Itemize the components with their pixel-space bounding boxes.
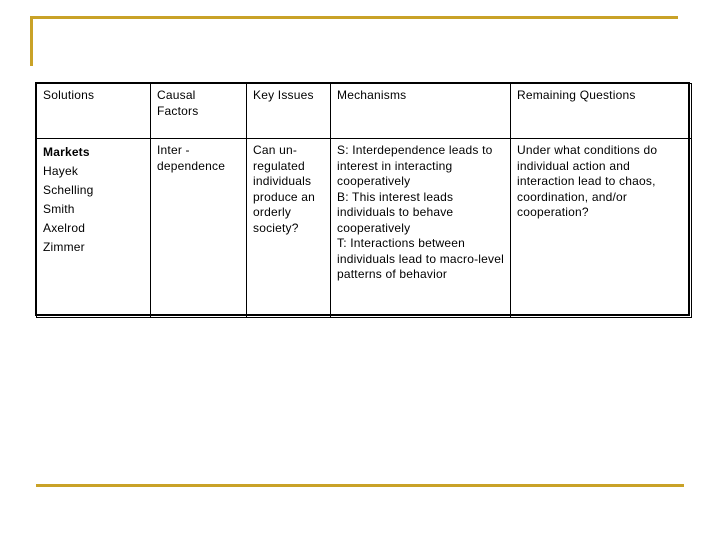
solution-item: Zimmer [43, 240, 85, 254]
solution-item: Axelrod [43, 221, 86, 235]
header-causal-factors: Causal Factors [151, 84, 247, 139]
solution-item: Markets [43, 145, 90, 159]
header-remaining-questions: Remaining Questions [511, 84, 692, 139]
solutions-table [36, 83, 692, 318]
causal-factors-cell: Inter - dependence [151, 139, 247, 318]
mechanism-item: T: Interactions between individuals lead to macro-level patterns of behavior [337, 236, 504, 281]
solutions-cell [37, 139, 151, 318]
bottom-accent-rule [36, 484, 684, 487]
key-issues-cell: Can un-regulated individuals produce an orderly society? [247, 139, 331, 318]
mechanisms-cell [331, 139, 511, 318]
table-row [37, 139, 692, 318]
header-key-issues: Key Issues [247, 84, 331, 139]
solution-item: Smith [43, 202, 75, 216]
header-mechanisms: Mechanisms [331, 84, 511, 139]
mechanism-item: S: Interdependence leads to interest in interacting cooperatively [337, 143, 493, 188]
remaining-questions-cell: Under what conditions do individual action and interaction lead to chaos, coordination, and/or cooperation? [511, 139, 692, 318]
header-row [37, 84, 692, 139]
top-accent-rule [30, 16, 678, 19]
mechanism-item: B: This interest leads individuals to behave cooperatively [337, 189, 454, 235]
solution-item: Schelling [43, 183, 94, 197]
header-solutions: Solutions [37, 84, 151, 139]
left-accent-rule [30, 16, 33, 66]
solution-item: Hayek [43, 164, 79, 178]
